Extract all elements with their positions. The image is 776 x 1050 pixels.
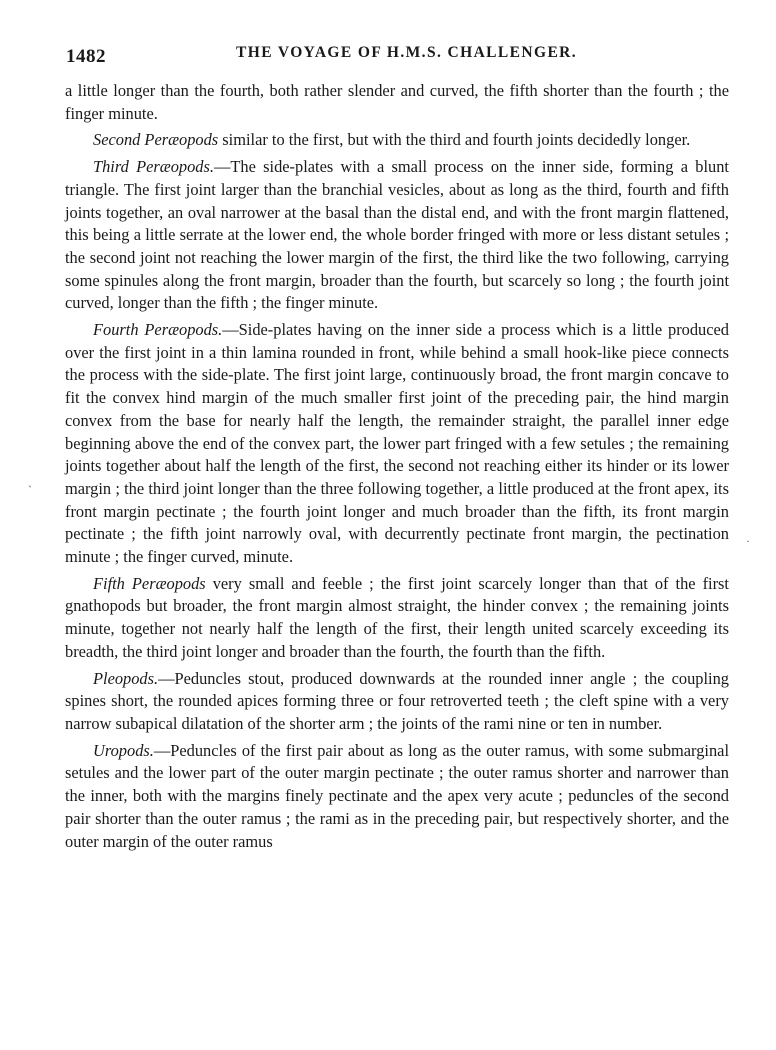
body-text — [65, 80, 729, 857]
paragraph-fourth-peraeopods — [65, 319, 729, 569]
paragraph-heading: Pleopods. — [93, 668, 159, 688]
paragraph-text: very small and feeble ; the first joint scarcely longer than that of the first gnathopods but broader, the front margin almost straight, the hinder convex ; the remaining joints minute, together not nearly half the length of the first, their length united scarcely exceeding its breadth, the third joint longer and broader than the fourth, the fourth than the fifth. — [65, 573, 729, 661]
paragraph-pleopods — [65, 668, 729, 736]
paragraph-heading: Third Peræopods. — [93, 157, 214, 177]
paragraph-text: a little longer than the fourth, both rather slender and curved, the fifth shorter than the fourth ; the finger minute. — [65, 81, 729, 123]
paragraph-heading: Uropods. — [93, 740, 154, 760]
margin-speck-mark: ˏ — [28, 474, 32, 488]
paragraph-text: —The side-plates with a small process on the inner side, forming a blunt triangle. The first joint larger than the branchial vesicles, about as long as the third, fourth and fifth joints together, an oval narrower at the basal than the distal end, and with the front margin flattened, this being a little serrate at the lower end, the whole border fringed with more or less distant setules ; the second joint not reaching the lower margin of the first, the third like the two following, carrying some spinules along the front margin, broader than the fourth, but scarcely so long ; the fourth joint curved, longer than the fifth ; the finger minute. — [65, 157, 729, 313]
page-header — [66, 44, 746, 72]
paragraph-continuation — [65, 80, 729, 125]
paragraph-heading: Fifth Peræopods — [93, 573, 206, 593]
page-number: 1482 — [66, 46, 106, 67]
running-title: THE VOYAGE OF H.M.S. CHALLENGER. — [236, 44, 578, 61]
paragraph-text: —Peduncles stout, produced downwards at the rounded inner angle ; the coupling spines short, the rounded apices forming three or four retroverted teeth ; the cleft spine with a very narrow subapical dilatation of the shorter arm ; the joints of the rami nine or ten in number. — [65, 668, 729, 733]
paragraph-heading: Second Peræopods — [93, 130, 219, 150]
paragraph-uropods — [65, 740, 729, 854]
paragraph-text: similar to the first, but with the third and fourth joints decidedly longer. — [218, 130, 691, 150]
margin-speck-mark: · — [746, 534, 750, 548]
paragraph-text: —Side-plates having on the inner side a process which is a little produced over the first joint in a thin lamina rounded in front, while behind a small hook-like piece connects the process with the side-plate. The first joint large, continuously broad, the front margin concave to fit the convex hind margin of the much smaller first joint of the preceding pair, the hind margin convex from the base for nearly half the length, the remainder straight, the parallel inner edge beginning above the end of the convex part, the lower part fringed with a few setules ; the remaining joints together about half the length of the first, the second not reaching either its hinder or its lower margin ; the third joint longer than the three following together, a little produced at the front apex, its front margin pectinate ; the fourth joint longer and much broader than the fifth, its front margin pectinate ; the fifth joint narrowly oval, with decurrently pectinate front margin, the pectination minute ; the finger curved, minute. — [65, 320, 729, 567]
paragraph-text: —Peduncles of the first pair about as long as the outer ramus, with some submarginal setules and the lower part of the outer margin pectinate ; the outer ramus shorter and narrower than the inner, both with the margins finely pectinate and the apex very acute ; peduncles of the second pair shorter than the outer ramus ; the rami as in the preceding pair, but respectively shorter, and the outer margin of the outer ramus — [65, 740, 729, 851]
paragraph-third-peraeopods — [65, 156, 729, 315]
paragraph-second-peraeopods — [65, 129, 729, 152]
paragraph-fifth-peraeopods — [65, 573, 729, 664]
paragraph-heading: Fourth Peræopods. — [93, 320, 223, 340]
